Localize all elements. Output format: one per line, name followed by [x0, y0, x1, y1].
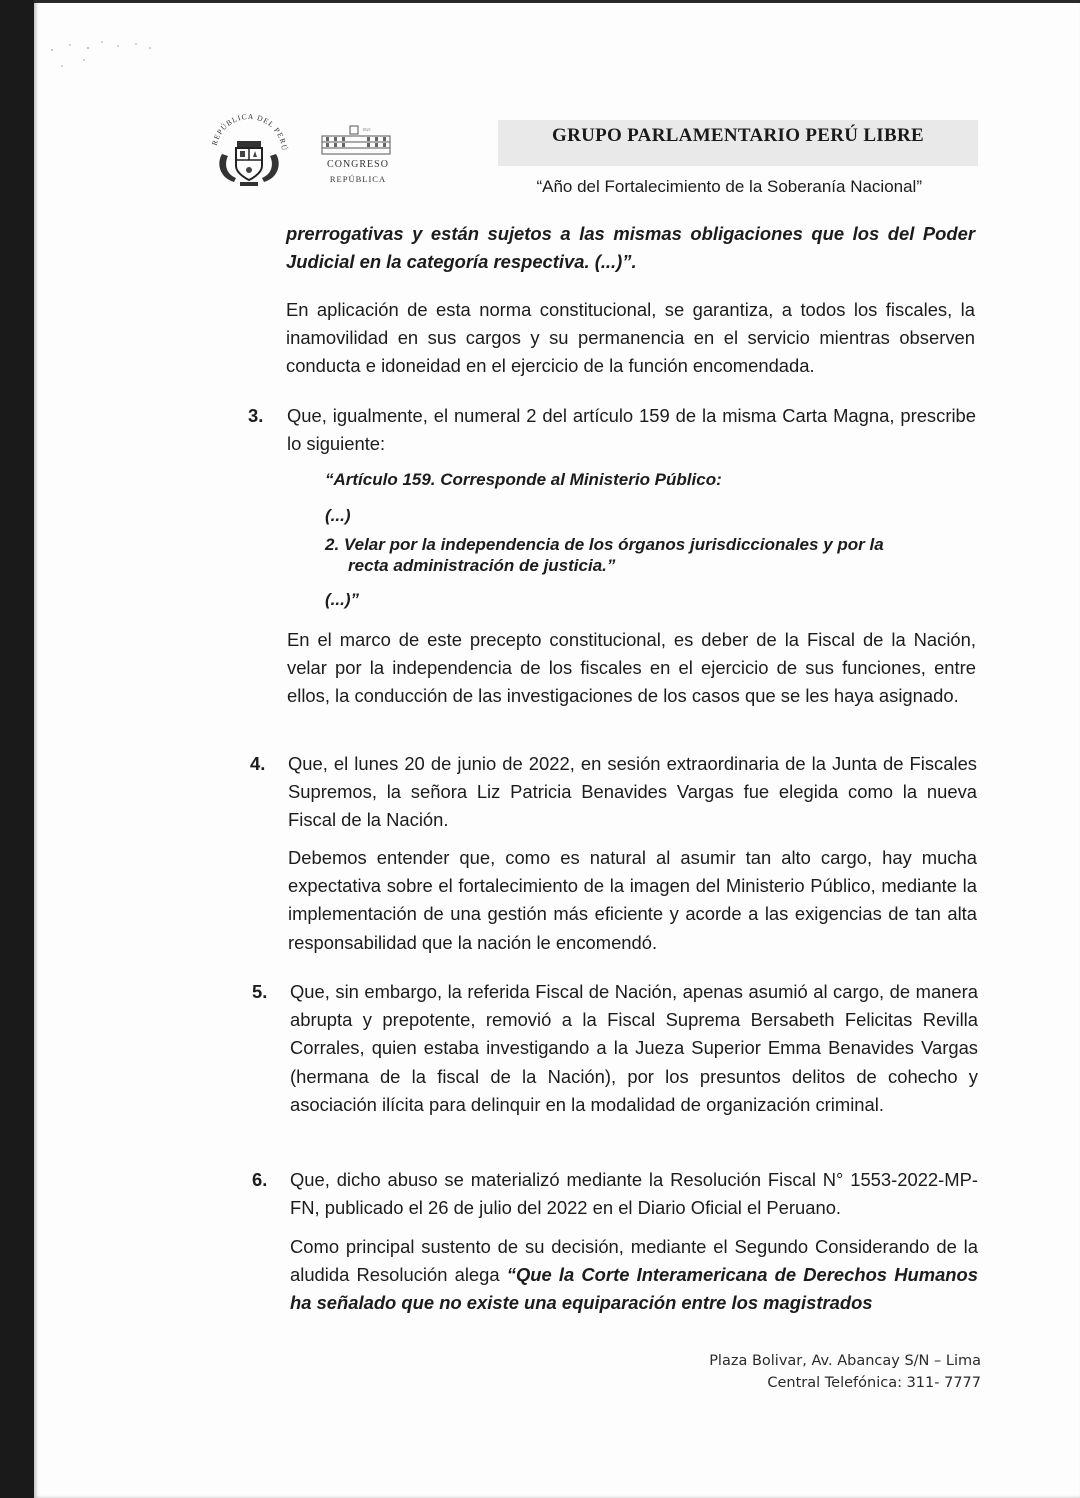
item-6-text: Que, dicho abuso se materializó mediante la Resolución Fiscal N° 1553-2022-MP-FN, publicado el 26 de julio del 2022 en el Diario Oficial el Peruano.	[290, 1169, 978, 1219]
item-6-followup	[290, 1233, 978, 1318]
item-number-6: 6.	[252, 1169, 268, 1190]
page-top-edge	[34, 0, 1080, 3]
paragraph-inamovilidad: En aplicación de esta norma constitucional, se garantiza, a todos los fiscales, la inamovilidad en sus cargos y su permanencia en el servicio mientras observen conducta e idoneidad en el ejercicio de la función encomendada.	[286, 299, 975, 377]
year-motto: “Año del Fortalecimiento de la Soberanía Nacional”	[536, 177, 922, 196]
svg-text:REPÚBLICA DEL PERÚ: REPÚBLICA DEL PERÚ	[209, 111, 290, 152]
quote-item-line-1: 2. Velar por la independencia de los órganos jurisdiccionales y por la	[325, 535, 884, 554]
item-4-followup: Debemos entender que, como es natural al asumir tan alto cargo, hay mucha expectativa sobre el fortalecimiento de la imagen del Ministerio Público, mediante la implementación de una gestión más eficiente y acorde a las exigencias de tan alta responsabilidad que la nación le encomendó.	[288, 847, 977, 953]
item-number-4: 4.	[250, 753, 266, 774]
item-number-3: 3.	[248, 405, 264, 426]
quote-continuation: prerrogativas y están sujetos a las mismas obligaciones que los del Poder Judicial en la categoría respectiva. (...)”.	[286, 223, 975, 273]
footer-contact	[560, 1350, 981, 1394]
congreso-label: CONGRESO	[327, 159, 389, 170]
item-3-text: Que, igualmente, el numeral 2 del artículo 159 de la misma Carta Magna, prescribe lo siguiente:	[287, 405, 976, 455]
quote-article-title: “Artículo 159. Corresponde al Ministerio Público:	[325, 470, 722, 489]
republica-label: REPÚBLICA	[329, 174, 387, 184]
congress-building-icon	[320, 122, 392, 156]
quote-ellipsis-1: (...)	[325, 506, 351, 525]
svg-text:1821: 1821	[362, 127, 371, 132]
peru-coat-of-arms-seal	[206, 108, 292, 192]
quote-ellipsis-2: (...)”	[325, 590, 359, 609]
group-name-banner: GRUPO PARLAMENTARIO PERÚ LIBRE	[498, 120, 978, 166]
item-6-followup-quote: “Que la Corte Interamericana de Derechos Humanos ha señalado que no existe una equiparación entre los magistrados	[290, 1264, 978, 1314]
footer-address: Plaza Bolivar, Av. Abancay S/N – Lima	[709, 1353, 981, 1369]
item-6-followup-plain: Como principal sustento de su decisión, mediante el Segundo Considerando de la aludida Resolución alega	[290, 1236, 978, 1286]
item-3-followup: En el marco de este precepto constitucional, es deber de la Fiscal de la Nación, velar por la independencia de los fiscales en el ejercicio de sus funciones, entre ellos, la conducción de las investigaciones de los casos que se les haya asignado.	[287, 629, 976, 707]
item-number-5: 5.	[252, 981, 268, 1002]
quote-item-line-2: recta administración de justicia.”	[348, 556, 616, 575]
footer-phone: Central Telefónica: 311- 7777	[767, 1375, 981, 1391]
item-5-text: Que, sin embargo, la referida Fiscal de Nación, apenas asumió al cargo, de manera abrupta y prepotente, removió a la Fiscal Suprema Bersabeth Felicitas Revilla Corrales, quien estaba investigando a la Jueza Superior Emma Benavides Vargas (hermana de la fiscal de la Nación), por los presuntos delitos de cohecho y asociación ilícita para delinquir en la modalidad de organización criminal.	[290, 981, 978, 1115]
congreso-logo	[320, 122, 396, 188]
scan-specks	[40, 36, 170, 86]
item-4-text: Que, el lunes 20 de junio de 2022, en sesión extraordinaria de la Junta de Fiscales Supremos, la señora Liz Patricia Benavides Vargas fue elegida como la nueva Fiscal de la Nación.	[288, 753, 977, 831]
